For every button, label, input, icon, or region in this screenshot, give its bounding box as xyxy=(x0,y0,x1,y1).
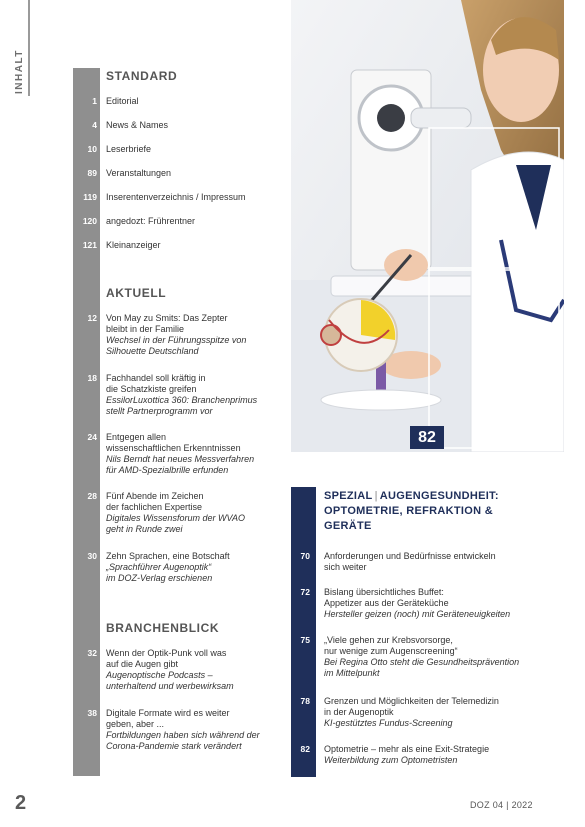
entry-subtitle-line2: im Mittelpunkt xyxy=(324,668,380,678)
entry-subtitle-line2: unterhaltend und werbewirksam xyxy=(106,681,234,691)
entry-subtitle: Digitales Wissensforum der WVAO xyxy=(106,513,245,523)
entry-subtitle: EssilorLuxottica 360: Branchenprimus xyxy=(106,395,258,405)
magazine-name: DOZ xyxy=(470,800,490,810)
entry-title-line2: in der Augenoptik xyxy=(324,707,394,717)
page-number: 119 xyxy=(83,192,97,202)
entry-subtitle-line2: geht in Runde zwei xyxy=(106,524,183,534)
entry-title: Von May zu Smits: Das Zepter xyxy=(106,313,228,323)
page-number: 82 xyxy=(300,744,310,754)
entry-title: Fachhandel soll kräftig in xyxy=(106,373,206,383)
entry-title: News & Names xyxy=(106,120,169,130)
entry-subtitle: „Sprachführer Augenoptik“ xyxy=(106,562,212,572)
entry-title-line2: wissenschaftlichen Erkenntnissen xyxy=(106,443,241,453)
page-number: 30 xyxy=(87,551,97,561)
spezial-topic-line3: GERÄTE xyxy=(324,520,372,532)
entry-title: Grenzen und Möglichkeiten der Telemedizin xyxy=(324,696,499,706)
side-label xyxy=(14,48,28,98)
entry-title: Entgegen allen xyxy=(106,432,167,442)
page-number: 121 xyxy=(82,240,97,250)
entry-subtitle-line2: stellt Partnerprogramm vor xyxy=(106,406,213,416)
page-number: 78 xyxy=(300,696,310,706)
photo-page-badge[interactable]: 82 xyxy=(410,426,444,449)
cover-photo[interactable] xyxy=(291,0,564,452)
entry-subtitle-line2: für AMD-Spezialbrille erfunden xyxy=(106,465,229,475)
entry-title: Kleinanzeiger xyxy=(106,240,161,250)
entry-subtitle: Bei Regina Otto steht die Gesundheitsprävention xyxy=(324,657,520,667)
side-rule xyxy=(28,0,30,96)
entry-title: Leserbriefe xyxy=(106,144,152,154)
entry-subtitle: Weiterbildung zum Optometristen xyxy=(324,755,458,765)
heading-separator: | xyxy=(374,490,378,502)
section-title-branchenblick: BRANCHENBLICK xyxy=(106,621,220,635)
entry-title: Digitale Formate wird es weiter xyxy=(106,708,230,718)
side-label-text: INHALT xyxy=(14,49,25,94)
entry-subtitle-line2: im DOZ-Verlag erschienen xyxy=(106,573,213,583)
page-number: 28 xyxy=(87,491,97,501)
entry-title: Zehn Sprachen, eine Botschaft xyxy=(106,551,230,561)
page-number: 10 xyxy=(87,144,97,154)
page-number: 38 xyxy=(87,708,97,718)
entry-title: Editorial xyxy=(106,96,139,106)
spezial-label: SPEZIAL xyxy=(324,490,373,502)
entry-subtitle: Augenoptische Podcasts – xyxy=(106,670,213,680)
entry-title: Bislang übersichtliches Buffet: xyxy=(324,587,444,597)
entry-title: Wenn der Optik-Punk voll was xyxy=(106,648,227,658)
entry-title-line2: auf die Augen gibt xyxy=(106,659,179,669)
entry-title: Fünf Abende im Zeichen xyxy=(106,491,204,501)
entry-title: Anforderungen und Bedürfnisse entwickeln xyxy=(324,551,496,561)
page-number: 89 xyxy=(87,168,97,178)
spezial-topic-line2: OPTOMETRIE, REFRAKTION & xyxy=(324,505,493,517)
page-number: 72 xyxy=(300,587,310,597)
optician-eye-model-image xyxy=(291,0,564,452)
magazine-footer xyxy=(470,800,533,810)
page-number: 75 xyxy=(300,635,310,645)
entry-subtitle: Wechsel in der Führungsspitze von xyxy=(106,335,247,345)
entry-title: „Viele gehen zur Krebsvorsorge, xyxy=(324,635,453,645)
entry-title: Optometrie – mehr als eine Exit-Strategie xyxy=(324,744,490,754)
entry-title-line2: der fachlichen Expertise xyxy=(106,502,203,512)
page-number: 120 xyxy=(82,216,97,226)
entry-subtitle: Nils Berndt hat neues Messverfahren xyxy=(106,454,255,464)
page-number-footer: 2 xyxy=(15,792,27,814)
page-number: 1 xyxy=(92,96,97,106)
entry-title-line2: sich weiter xyxy=(324,562,367,572)
entry-title-line2: bleibt in der Familie xyxy=(106,324,185,334)
entry-title: Veranstaltungen xyxy=(106,168,172,178)
page-number: 12 xyxy=(87,313,97,323)
spezial-topic: AUGENGESUNDHEIT: xyxy=(379,490,499,502)
entry-title: angedozt: Frührentner xyxy=(106,216,196,226)
section-title-aktuell: AKTUELL xyxy=(106,286,167,300)
magazine-issue: 04 | 2022 xyxy=(492,800,533,810)
entry-title: Inserentenverzeichnis / Impressum xyxy=(106,192,246,202)
entry-title-line2: die Schatzkiste greifen xyxy=(106,384,197,394)
entry-subtitle: Fortbildungen haben sich während der xyxy=(106,730,260,740)
page-number: 4 xyxy=(92,120,97,130)
entry-subtitle-line2: Silhouette Deutschland xyxy=(106,346,199,356)
entry-title-line2: Appetizer aus der Geräteküche xyxy=(324,598,449,608)
page-number: 18 xyxy=(87,373,97,383)
page-number: 32 xyxy=(87,648,97,658)
page-number: 24 xyxy=(87,432,97,442)
entry-title-line2: nur wenige zum Augenscreening“ xyxy=(324,646,458,656)
section-title-standard: STANDARD xyxy=(106,69,178,83)
right-number-bar xyxy=(291,487,316,777)
entry-title-line2: geben, aber ... xyxy=(106,719,165,729)
page-number: 70 xyxy=(300,551,310,561)
entry-subtitle: KI-gestütztes Fundus-Screening xyxy=(324,718,453,728)
entry-subtitle: Hersteller geizen (noch) mit Geräteneuigkeiten xyxy=(324,609,511,619)
spezial-heading xyxy=(324,489,564,534)
entry-subtitle-line2: Corona-Pandemie stark verändert xyxy=(106,741,242,751)
